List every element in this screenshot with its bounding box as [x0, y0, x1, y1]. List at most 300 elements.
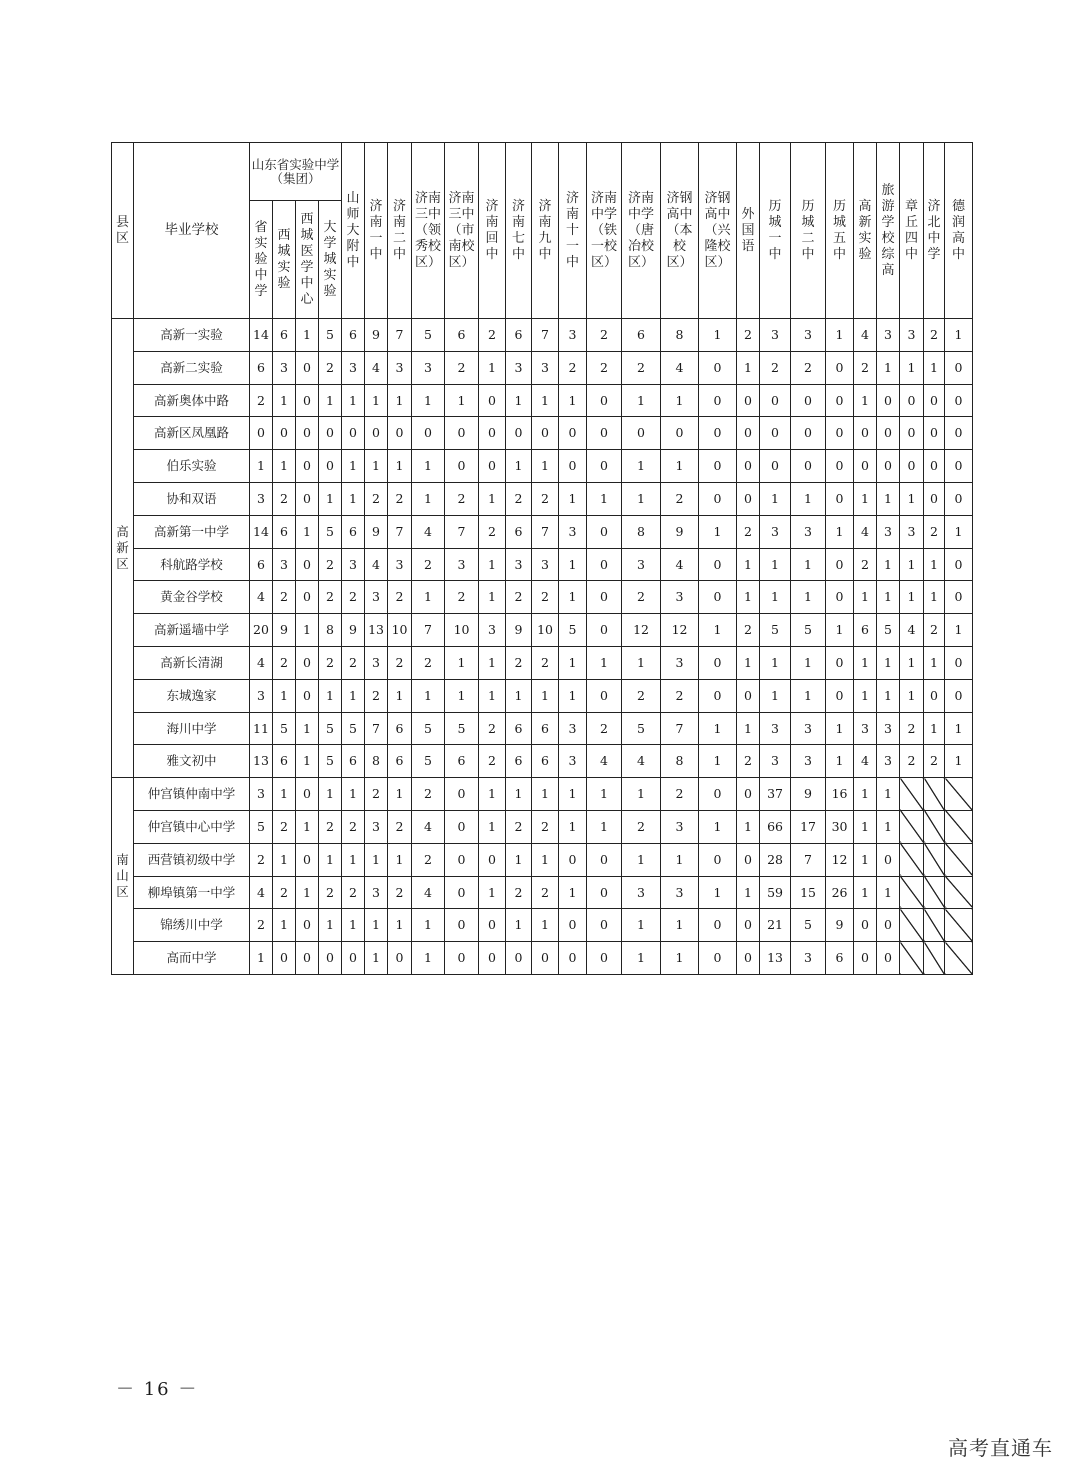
quota-cell: 6 [445, 745, 479, 778]
quota-cell: 4 [365, 548, 388, 581]
quota-cell: 0 [699, 384, 737, 417]
quota-cell: 0 [365, 417, 388, 450]
quota-cell: 6 [506, 745, 532, 778]
quota-cell: 0 [479, 450, 506, 483]
quota-cell: 2 [559, 351, 587, 384]
quota-cell: 0 [900, 417, 924, 450]
quota-cell: 7 [412, 614, 445, 647]
quota-cell: 0 [559, 843, 587, 876]
quota-cell: 5 [559, 614, 587, 647]
quota-cell: 3 [877, 712, 900, 745]
quota-cell: 0 [506, 942, 532, 975]
quota-cell: 26 [826, 876, 854, 909]
quota-cell: 0 [506, 417, 532, 450]
quota-cell: 4 [661, 548, 699, 581]
quota-cell: 13 [760, 942, 791, 975]
quota-table [111, 142, 973, 975]
quota-cell: 8 [319, 614, 342, 647]
column-header: 济南中学（铁一校区） [587, 143, 622, 319]
quota-cell: 1 [699, 614, 737, 647]
quota-cell: 6 [388, 745, 412, 778]
quota-cell: 1 [296, 319, 319, 352]
quota-cell: 0 [699, 778, 737, 811]
quota-cell: 1 [791, 581, 826, 614]
quota-cell: 0 [342, 942, 365, 975]
quota-cell: 0 [296, 646, 319, 679]
quota-cell: 1 [737, 351, 760, 384]
table-row [112, 876, 973, 909]
quota-cell: 2 [319, 351, 342, 384]
quota-cell: 1 [791, 646, 826, 679]
quota-cell: 0 [699, 417, 737, 450]
quota-cell: 1 [388, 909, 412, 942]
quota-cell: 3 [791, 712, 826, 745]
table-row [112, 384, 973, 417]
quota-cell: 0 [737, 909, 760, 942]
quota-cell: 0 [296, 909, 319, 942]
quota-cell: 2 [506, 646, 532, 679]
quota-cell: 0 [296, 942, 319, 975]
county-cell: 高新区 [112, 319, 134, 778]
quota-cell: 1 [622, 450, 661, 483]
quota-cell: 0 [296, 417, 319, 450]
quota-cell: 17 [791, 810, 826, 843]
quota-cell: 5 [760, 614, 791, 647]
quota-cell: 1 [342, 384, 365, 417]
school-name-cell: 高新第一中学 [134, 515, 250, 548]
column-header: 济钢高中（兴隆校区） [699, 143, 737, 319]
quota-cell: 3 [342, 351, 365, 384]
column-header: 历城一中 [760, 143, 791, 319]
quota-cell: 0 [479, 942, 506, 975]
quota-cell: 4 [250, 581, 273, 614]
quota-cell: 1 [412, 909, 445, 942]
column-header: 济南中学（唐冶校区） [622, 143, 661, 319]
table-row [112, 712, 973, 745]
quota-cell: 0 [699, 482, 737, 515]
table-body [112, 319, 973, 975]
quota-cell: 4 [250, 646, 273, 679]
quota-cell: 1 [273, 843, 296, 876]
quota-cell: 0 [445, 909, 479, 942]
quota-cell: 1 [661, 843, 699, 876]
quota-cell: 2 [445, 351, 479, 384]
quota-cell: 0 [388, 417, 412, 450]
quota-cell: 1 [445, 384, 479, 417]
quota-cell: 2 [365, 482, 388, 515]
quota-cell: 0 [587, 909, 622, 942]
quota-cell: 2 [506, 482, 532, 515]
quota-cell: 2 [388, 810, 412, 843]
not-applicable-cell [900, 810, 924, 843]
quota-cell: 2 [412, 843, 445, 876]
quota-cell: 5 [319, 319, 342, 352]
quota-cell: 0 [877, 843, 900, 876]
column-header: 济南七中 [506, 143, 532, 319]
column-header: 济南回中 [479, 143, 506, 319]
quota-cell: 2 [273, 810, 296, 843]
column-header: 济南二中 [388, 143, 412, 319]
quota-cell: 1 [854, 778, 877, 811]
quota-cell: 1 [760, 679, 791, 712]
quota-cell: 0 [559, 942, 587, 975]
quota-cell: 2 [412, 646, 445, 679]
quota-cell: 1 [388, 679, 412, 712]
quota-cell: 1 [877, 351, 900, 384]
quota-cell: 6 [273, 745, 296, 778]
quota-cell: 0 [877, 909, 900, 942]
quota-cell: 2 [737, 614, 760, 647]
quota-cell: 0 [699, 581, 737, 614]
quota-cell: 2 [445, 581, 479, 614]
quota-cell: 2 [273, 581, 296, 614]
quota-cell: 0 [854, 417, 877, 450]
quota-cell: 4 [854, 745, 877, 778]
quota-cell: 1 [900, 679, 924, 712]
quota-cell: 1 [877, 679, 900, 712]
quota-cell: 6 [506, 712, 532, 745]
quota-cell: 2 [250, 843, 273, 876]
quota-cell: 3 [900, 515, 924, 548]
quota-cell: 0 [479, 909, 506, 942]
table-row [112, 450, 973, 483]
quota-cell: 0 [699, 909, 737, 942]
quota-cell: 1 [622, 843, 661, 876]
quota-cell: 1 [319, 843, 342, 876]
quota-cell: 0 [388, 942, 412, 975]
quota-cell: 0 [877, 417, 900, 450]
not-applicable-cell [900, 876, 924, 909]
quota-cell: 0 [445, 876, 479, 909]
quota-cell: 2 [587, 319, 622, 352]
column-header: 济南三中（领秀校区） [412, 143, 445, 319]
quota-cell: 3 [532, 351, 559, 384]
quota-cell: 5 [412, 319, 445, 352]
quota-cell: 9 [273, 614, 296, 647]
quota-cell: 0 [737, 679, 760, 712]
quota-cell: 1 [945, 319, 973, 352]
quota-cell: 0 [532, 417, 559, 450]
quota-cell: 1 [854, 810, 877, 843]
quota-cell: 1 [365, 450, 388, 483]
quota-cell: 5 [319, 745, 342, 778]
quota-cell: 0 [826, 482, 854, 515]
quota-cell: 3 [250, 482, 273, 515]
quota-cell: 1 [587, 646, 622, 679]
quota-cell: 2 [924, 745, 945, 778]
quota-cell: 15 [791, 876, 826, 909]
quota-cell: 0 [342, 417, 365, 450]
quota-cell: 59 [760, 876, 791, 909]
quota-cell: 2 [445, 482, 479, 515]
table-row [112, 351, 973, 384]
quota-cell: 1 [877, 646, 900, 679]
quota-cell: 10 [532, 614, 559, 647]
quota-cell: 1 [479, 810, 506, 843]
quota-cell: 1 [388, 778, 412, 811]
quota-cell: 2 [622, 351, 661, 384]
quota-cell: 1 [296, 876, 319, 909]
quota-cell: 6 [342, 319, 365, 352]
quota-cell: 1 [699, 810, 737, 843]
quota-cell: 0 [945, 417, 973, 450]
quota-cell: 0 [296, 351, 319, 384]
quota-cell: 1 [622, 646, 661, 679]
quota-cell: 1 [365, 909, 388, 942]
quota-cell: 3 [559, 515, 587, 548]
quota-cell: 2 [924, 515, 945, 548]
quota-cell: 0 [587, 515, 622, 548]
quota-cell: 1 [506, 909, 532, 942]
column-header: 济南三中（市南校区） [445, 143, 479, 319]
quota-cell: 0 [296, 482, 319, 515]
quota-cell: 6 [506, 319, 532, 352]
quota-cell: 6 [506, 515, 532, 548]
quota-cell: 0 [587, 581, 622, 614]
quota-cell: 1 [760, 482, 791, 515]
quota-cell: 1 [532, 778, 559, 811]
school-name-cell: 高新区凤凰路 [134, 417, 250, 450]
quota-cell: 5 [791, 614, 826, 647]
quota-cell: 0 [877, 942, 900, 975]
quota-cell: 9 [661, 515, 699, 548]
quota-cell: 4 [854, 515, 877, 548]
quota-cell: 1 [319, 778, 342, 811]
quota-cell: 2 [737, 745, 760, 778]
quota-cell: 3 [532, 548, 559, 581]
quota-cell: 0 [854, 450, 877, 483]
quota-cell: 3 [661, 876, 699, 909]
quota-cell: 3 [791, 515, 826, 548]
quota-cell: 2 [479, 515, 506, 548]
quota-cell: 1 [445, 646, 479, 679]
quota-cell: 0 [296, 384, 319, 417]
quota-cell: 0 [737, 417, 760, 450]
quota-cell: 9 [365, 515, 388, 548]
quota-cell: 1 [587, 778, 622, 811]
quota-cell: 0 [760, 417, 791, 450]
quota-cell: 0 [945, 581, 973, 614]
quota-cell: 1 [506, 778, 532, 811]
quota-cell: 3 [342, 548, 365, 581]
quota-cell: 4 [854, 319, 877, 352]
quota-cell: 5 [877, 614, 900, 647]
quota-cell: 5 [273, 712, 296, 745]
quota-cell: 0 [699, 450, 737, 483]
quota-cell: 0 [445, 942, 479, 975]
quota-cell: 0 [826, 548, 854, 581]
quota-cell: 10 [388, 614, 412, 647]
quota-cell: 0 [296, 679, 319, 712]
quota-cell: 4 [900, 614, 924, 647]
not-applicable-cell [945, 909, 973, 942]
table-row [112, 515, 973, 548]
quota-cell: 6 [250, 351, 273, 384]
quota-cell: 7 [388, 515, 412, 548]
quota-cell: 0 [587, 548, 622, 581]
quota-cell: 5 [622, 712, 661, 745]
quota-cell: 2 [388, 581, 412, 614]
quota-cell: 0 [587, 942, 622, 975]
school-name-cell: 海川中学 [134, 712, 250, 745]
quota-cell: 1 [826, 614, 854, 647]
quota-cell: 2 [250, 909, 273, 942]
quota-cell: 1 [559, 482, 587, 515]
quota-cell: 1 [924, 351, 945, 384]
quota-cell: 0 [924, 679, 945, 712]
quota-cell: 2 [388, 876, 412, 909]
quota-cell: 66 [760, 810, 791, 843]
quota-cell: 2 [924, 614, 945, 647]
quota-cell: 1 [900, 581, 924, 614]
quota-cell: 0 [945, 450, 973, 483]
quota-cell: 0 [587, 876, 622, 909]
school-name-cell: 高新长清湖 [134, 646, 250, 679]
quota-cell: 3 [877, 319, 900, 352]
quota-cell: 3 [506, 548, 532, 581]
quota-cell: 13 [365, 614, 388, 647]
quota-cell: 13 [250, 745, 273, 778]
quota-cell: 0 [945, 482, 973, 515]
quota-cell: 6 [532, 712, 559, 745]
quota-cell: 0 [877, 384, 900, 417]
quota-cell: 0 [699, 843, 737, 876]
quota-cell: 2 [319, 581, 342, 614]
quota-cell: 2 [506, 581, 532, 614]
quota-cell: 2 [622, 581, 661, 614]
quota-cell: 1 [924, 646, 945, 679]
quota-cell: 0 [945, 548, 973, 581]
quota-cell: 1 [412, 384, 445, 417]
column-header: 高新实验 [854, 143, 877, 319]
quota-cell: 7 [791, 843, 826, 876]
school-name-cell: 仲宫镇中心中学 [134, 810, 250, 843]
quota-cell: 0 [445, 810, 479, 843]
quota-cell: 1 [479, 548, 506, 581]
quota-cell: 2 [412, 778, 445, 811]
school-name-cell: 科航路学校 [134, 548, 250, 581]
not-applicable-cell [945, 778, 973, 811]
not-applicable-cell [900, 942, 924, 975]
school-name-cell: 雅文初中 [134, 745, 250, 778]
quota-cell: 1 [791, 679, 826, 712]
quota-cell: 7 [445, 515, 479, 548]
quota-cell: 3 [854, 712, 877, 745]
quota-cell: 0 [945, 679, 973, 712]
quota-cell: 1 [559, 810, 587, 843]
quota-cell: 0 [587, 450, 622, 483]
quota-cell: 0 [296, 778, 319, 811]
quota-cell: 1 [532, 384, 559, 417]
quota-cell: 1 [900, 646, 924, 679]
column-header: 济钢高中（本校区） [661, 143, 699, 319]
quota-cell: 1 [506, 384, 532, 417]
quota-cell: 5 [342, 712, 365, 745]
quota-cell: 0 [445, 417, 479, 450]
quota-cell: 2 [479, 745, 506, 778]
quota-cell: 1 [388, 450, 412, 483]
quota-cell: 1 [661, 384, 699, 417]
quota-cell: 1 [945, 712, 973, 745]
quota-cell: 3 [760, 319, 791, 352]
quota-cell: 1 [826, 712, 854, 745]
quota-cell: 0 [826, 384, 854, 417]
quota-cell: 9 [826, 909, 854, 942]
quota-cell: 2 [737, 515, 760, 548]
column-header: 济南一中 [365, 143, 388, 319]
column-header: 济南十一中 [559, 143, 587, 319]
quota-cell: 5 [791, 909, 826, 942]
quota-cell: 0 [737, 778, 760, 811]
quota-cell: 1 [945, 745, 973, 778]
quota-cell: 3 [661, 810, 699, 843]
quota-cell: 0 [319, 417, 342, 450]
quota-cell: 1 [854, 843, 877, 876]
quota-cell: 4 [250, 876, 273, 909]
quota-cell: 0 [826, 581, 854, 614]
quota-cell: 2 [365, 778, 388, 811]
quota-cell: 1 [559, 876, 587, 909]
quota-cell: 2 [661, 778, 699, 811]
quota-cell: 1 [479, 581, 506, 614]
quota-cell: 1 [826, 515, 854, 548]
quota-cell: 1 [826, 745, 854, 778]
quota-cell: 3 [273, 548, 296, 581]
quota-cell: 1 [273, 384, 296, 417]
quota-cell: 1 [587, 810, 622, 843]
quota-cell: 1 [296, 712, 319, 745]
quota-cell: 1 [445, 679, 479, 712]
quota-cell: 2 [342, 646, 365, 679]
page-number: － 16 － [116, 1379, 199, 1400]
county-cell: 南山区 [112, 778, 134, 975]
quota-cell: 2 [412, 548, 445, 581]
county-header: 县区 [112, 143, 134, 319]
quota-cell: 8 [365, 745, 388, 778]
quota-cell: 1 [479, 876, 506, 909]
quota-cell: 1 [296, 810, 319, 843]
quota-cell: 1 [945, 614, 973, 647]
quota-cell: 2 [506, 810, 532, 843]
table-row [112, 778, 973, 811]
quota-cell: 11 [250, 712, 273, 745]
quota-cell: 0 [791, 384, 826, 417]
quota-cell: 7 [532, 319, 559, 352]
quota-cell: 1 [661, 942, 699, 975]
quota-cell: 0 [924, 450, 945, 483]
quota-cell: 2 [532, 876, 559, 909]
quota-cell: 6 [273, 319, 296, 352]
column-header: 西城实验 [273, 201, 296, 319]
quota-cell: 1 [854, 876, 877, 909]
column-header: 山师大附中 [342, 143, 365, 319]
quota-cell: 2 [622, 810, 661, 843]
quota-cell: 1 [559, 646, 587, 679]
quota-cell: 3 [760, 745, 791, 778]
quota-cell: 2 [661, 482, 699, 515]
quota-cell: 3 [559, 712, 587, 745]
school-name-cell: 伯乐实验 [134, 450, 250, 483]
table-row [112, 745, 973, 778]
quota-cell: 2 [900, 745, 924, 778]
quota-cell: 0 [826, 351, 854, 384]
school-name-cell: 协和双语 [134, 482, 250, 515]
quota-cell: 1 [854, 646, 877, 679]
table-row [112, 810, 973, 843]
quota-cell: 0 [877, 450, 900, 483]
quota-cell: 2 [319, 548, 342, 581]
quota-cell: 2 [791, 351, 826, 384]
